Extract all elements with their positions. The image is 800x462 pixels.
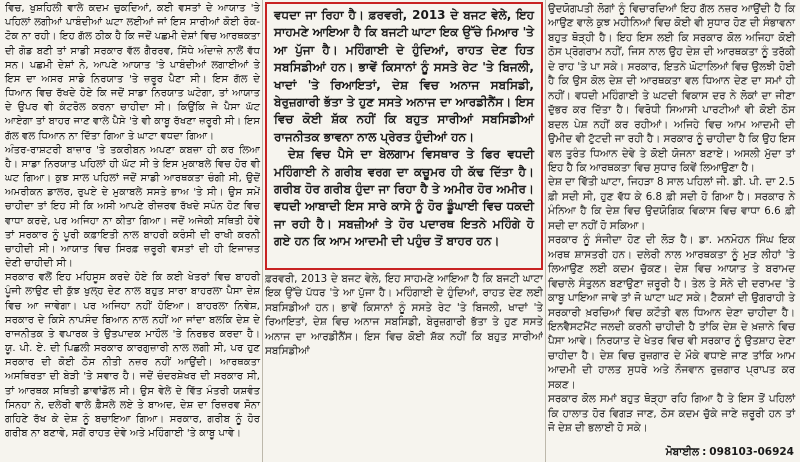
left-paragraph-1: ਵਿਚ, ਖੁਸ਼ਹਿਲੀ ਵਾਲੇ ਕਦਮ ਚੁਕਦਿਆਂ, ਕਈ ਵਸਤਾਂ ਦੇ ਆਯਾਤ 'ਤੇ ਪਹਿਲਾਂ ਲਗੀਆਂ ਪਾਬੰਦੀਆਂ ਘਟਾ ਲਈਆਂ ਜਾਂ ਇਸ ਸਾਰੀਆਂ ਕੋਈ ਰੋਕ-ਟੋਕ ਨਾ ਰਹੀ। ਇਹ ਗੱਲ ਠੀਕ ਹੈ ਕਿ ਜਦੋਂ ਪਛਮੀ ਦੇਸ਼ਾਂ ਵਿਚ ਆਰਥਕਤਾ ਦੀ ਗੋਡ ਬਣੀ ਤਾਂ ਸਾਡੀ ਸਰਕਾਰ ਵੱਲ ਗੈਰਰਵ, ਸਿੱਧੇ ਅੰਦਾਜ਼ੇ ਨਾਲੋਂ ਵੱਧ ਸਨ। ਪਛਮੀ ਦੇਸ਼ਾਂ ਨੇ, ਆਪਣੇ ਆਯਾਤ 'ਤੇ ਪਾਬੰਦੀਆਂ ਲਗਾਈਆਂ ਤੇ ਇਸ ਦਾ ਅਸਰ ਸਾਡੇ ਨਿਰਯਾਤ 'ਤੇ ਜ਼ਰੂਰ ਪੈਣਾ ਸੀ। ਇਸ ਗੱਲ ਦੇ ਧਿਆਨ ਵਿਚ ਰੱਖਦੇ ਹੋਏ ਕਿ ਜਦੋਂ ਸਾਡਾ ਨਿਰਯਾਤ ਘਟੇਗਾ, ਤਾਂ ਆਯਾਤ ਦੇ ਉਪਰ ਵੀ ਕੰਟਰੋਲ ਕਰਨਾ ਚਾਹੀਦਾ ਸੀ। ਕਿਉਂਕਿ ਜੇ ਪੈਸਾ ਘੱਟ ਆਏਗਾ ਤਾਂ ਬਾਹਰ ਜਾਣ ਵਾਲੇ ਪੈਸੇ 'ਤੇ ਵੀ ਕਾਬੂ ਰੱਖਣਾ ਜ਼ਰੂਰੀ ਸੀ। ਇਸ ਗੱਲ ਵਲ ਧਿਆਨ ਨਾ ਦਿੱਤਾ ਗਿਆ ਤੇ ਘਾਟਾ ਵਧਦਾ ਗਿਆ।: [5, 3, 260, 142]
left-column: [5, 2, 260, 460]
right-column: [548, 2, 795, 460]
right-paragraph-3: ਸਰਕਾਰ ਨੂੰ ਸੰਜੀਦਾ ਹੋਣ ਦੀ ਲੋੜ ਹੈ। ਡਾ. ਮਨਮੋਹਨ ਸਿੰਘ ਇਕ ਅਰਥ ਸ਼ਾਸਤਰੀ ਹਨ। ਦਲੇਰੀ ਨਾਲ ਆਰਥਕਤਾ ਨੂੰ ਮੁੜ ਲੀਹਾਂ 'ਤੇ ਲਿਆਉਣ ਲਈ ਕਦਮ ਚੁੱਕਣ। ਦੇਸ਼ ਵਿਚ ਆਯਾਤ ਤੇ ਬਰਾਮਦ ਵਿਚਾਲੇ ਸੰਤੁਲਨ ਬਣਾਉਣਾ ਜ਼ਰੂਰੀ ਹੈ। ਤੇਲ ਤੇ ਸੋਨੇ ਦੀ ਦਰਾਮਦ 'ਤੇ ਕਾਬੂ ਪਾਇਆ ਜਾਵੇ ਤਾਂ ਜੋ ਘਾਟਾ ਘਟ ਸਕੇ। ਟੈਕਸਾਂ ਦੀ ਉਗਰਾਹੀ ਤੇ ਸਰਕਾਰੀ ਖ਼ਰਚਿਆਂ ਵਿਚ ਕਟੌਤੀ ਵਲ ਧਿਆਨ ਦੇਣਾ ਚਾਹੀਦਾ ਹੈ। ਇਨਵੈਸਟਮੈਂਟ ਜਲਦੀ ਕਰਨੀ ਚਾਹੀਦੀ ਹੈ ਤਾਂਕਿ ਦੇਸ਼ ਦੇ ਖ਼ਜ਼ਾਨੇ ਵਿਚ ਪੈਸਾ ਆਵੇ। ਨਿਰਯਾਤ ਦੇ ਖੇਤਰ ਵਿਚ ਵੀ ਸਰਕਾਰ ਨੂੰ ਉਤਸ਼ਾਹ ਦੇਣਾ ਚਾਹੀਦਾ ਹੈ। ਦੇਸ਼ ਵਿਚ ਰੁਜ਼ਗਾਰ ਦੇ ਮੌਕੇ ਵਧਾਏ ਜਾਣ ਤਾਂਕਿ ਆਮ ਆਦਮੀ ਦੀ ਹਾਲਤ ਸੁਧਰੇ ਅਤੇ ਨੌਜਵਾਨ ਰੁਜ਼ਗਾਰ ਪ੍ਰਾਪਤ ਕਰ ਸਕਣ।: [548, 234, 795, 391]
column-divider-left: [262, 0, 263, 462]
column-divider-right: [545, 0, 546, 462]
pullquote-paragraph-2: ਦੇਸ਼ ਵਿਚ ਪੈਸੇ ਦਾ ਬੇਲਗਾਮ ਵਿਸਥਾਰ ਤੇ ਫਿਰ ਵਧਦੀ ਮਹਿੰਗਾਈ ਨੇ ਗਰੀਬ ਵਰਗ ਦਾ ਕਚੂਮਰ ਹੀ ਕੱਢ ਦਿੱਤਾ ਹੈ। ਗਰੀਬ ਹੋਰ ਗਰੀਬ ਹੁੰਦਾ ਜਾ ਰਿਹਾ ਹੈ ਤੇ ਅਮੀਰ ਹੋਰ ਅਮੀਰ। ਵਧਦੀ ਆਬਾਦੀ ਇਸ ਸਾਰੇ ਕਾਸੇ ਨੂੰ ਹੋਰ ਡੂੰਘਾਈ ਵਿਚ ਧਕਦੀ ਜਾ ਰਹੀ ਹੈ। ਸਬਜ਼ੀਆਂ ਤੇ ਹੋਰ ਪਦਾਰਥ ਇਤਨੇ ਮਹਿੰਗੇ ਹੋ ਗਏ ਹਨ ਕਿ ਆਮ ਆਦਮੀ ਦੀ ਪਹੁੰਚ ਤੋਂ ਬਾਹਰ ਹਨ।: [274, 147, 534, 249]
left-paragraph-3: ਸਰਕਾਰ ਵਲੋਂ ਇਹ ਮਹਿਸੂਸ ਕਰਦੇ ਹੋਏ ਕਿ ਕਈ ਖੇਤਰਾਂ ਵਿਚ ਬਾਹਰੀ ਪੂੰਜੀ ਲਾਉਣ ਦੀ ਕੁੱਝ ਖੁਲ੍ਹ ਦੇਣ ਨਾਲ ਬਹੁਤ ਸਾਰਾ ਬਾਹਰਲਾ ਪੈਸਾ ਦੇਸ਼ ਵਿਚ ਆ ਜਾਵੇਗਾ। ਪਰ ਅਜਿਹਾ ਨਹੀਂ ਹੋਇਆ। ਬਾਹਰਲਾ ਨਿਵੇਸ਼, ਸਰਕਾਰ ਦੇ ਕਿਸੇ ਨਾਪਸੰਦ ਬਿਆਨ ਨਾਲ ਨਹੀਂ ਆ ਜਾਂਦਾ ਬਲਕਿ ਦੇਸ਼ ਦੇ ਰਾਜਨੀਤਕ ਤੇ ਵਪਾਰਕ ਤੇ ਉਤਪਾਦਕ ਮਾਹੌਲ 'ਤੇ ਨਿਰਭਰ ਕਰਦਾ ਹੈ। ਯੂ. ਪੀ. ਏ. ਦੀ ਪਿਛਲੀ ਸਰਕਾਰ ਕਾਰਗੁਜ਼ਾਰੀ ਨਾਲ ਲਗੀ ਸੀ, ਪਰ ਹੁਣ ਸਰਕਾਰ ਦੀ ਕੋਈ ਠੋਸ ਨੀਤੀ ਨਜ਼ਰ ਨਹੀਂ ਆਉਂਦੀ। ਆਰਥਕਤਾ ਅਸਥਿਰਤਾ ਦੀ ਬੇੜੀ 'ਤੇ ਸਵਾਰ ਹੈ। ਜਦੋਂ ਚੰਦਰਸ਼ੇਖਰ ਦੀ ਸਰਕਾਰ ਸੀ, ਤਾਂ ਆਰਥਕ ਸਥਿਤੀ ਡਾਵਾਂਡੋਲ ਸੀ। ਉਸ ਵੇਲੇ ਦੇ ਵਿੱਤ ਮੰਤਰੀ ਯਸ਼ਵੰਤ ਸਿਨਹਾ ਨੇ, ਦਲੇਰੀ ਵਾਲੇ ਫ਼ੈਸਲੇ ਲਏ ਤੇ ਬਾਅਦ, ਦੇਸ਼ ਦਾ ਰਿਜ਼ਰਵ ਸੋਨਾ ਗਹਿਣੇ ਰੱਖ ਕੇ ਦੇਸ਼ ਨੂੰ ਬਚਾਇਆ ਗਿਆ। ਸਰਕਾਰ, ਗਰੀਬ ਨੂੰ ਹੋਰ ਗਰੀਬ ਨਾ ਬਣਾਵੇ, ਸਗੋਂ ਰਾਹਤ ਦੇਵੇ ਅਤੇ ਮਹਿੰਗਾਈ 'ਤੇ ਕਾਬੂ ਪਾਵੇ।: [5, 272, 260, 440]
author-contact: [666, 446, 794, 459]
mobile-number: 098103-06924: [709, 446, 794, 458]
mobile-label: ਮੋਬਾਈਲ: [665, 446, 700, 458]
mobile-separator: :: [702, 446, 707, 458]
left-paragraph-2: ਅੰਤਰ-ਰਾਸ਼ਟਰੀ ਬਾਜ਼ਾਰ 'ਤੇ ਤਕਰੀਬਨ ਅਪਣਾ ਕਬਜ਼ਾ ਹੀ ਕਰ ਲਿਆ ਹੈ। ਸਾਡਾ ਨਿਰਯਾਤ ਪਹਿਲਾਂ ਹੀ ਘੱਟ ਸੀ ਤੇ ਇਸ ਮੁਕਾਬਲੇ ਵਿਚ ਹੋਰ ਵੀ ਘਟ ਗਿਆ। ਕੁਝ ਸਾਲ ਪਹਿਲਾਂ ਜਦੋਂ ਸਾਡੀ ਆਰਥਕਤਾ ਚੰਗੀ ਸੀ, ਉਦੋਂ ਅਮਰੀਕਨ ਡਾਲਰ, ਰੁਪਏ ਦੇ ਮੁਕਾਬਲੇ ਸਸਤੇ ਭਾਅ 'ਤੇ ਸੀ। ਉਸ ਸਮੇਂ ਚਾਹੀਦਾ ਤਾਂ ਇਹ ਸੀ ਕਿ ਅਸੀ ਆਪਣੇ ਰੀਜ਼ਰਵ ਰੱਖਦੇ ਸਪੰਨ ਹੋਣ ਵਿਚ ਵਾਧਾ ਕਰਦੇ, ਪਰ ਅਜਿਹਾ ਨਾ ਕੀਤਾ ਗਿਆ। ਜਦੋਂ ਅਜੇਕੀ ਸਥਿਤੀ ਹੋਵੇ ਤਾਂ ਸਰਕਾਰ ਨੂੰ ਪੂਰੀ ਕਫ਼ਾਇਤੀ ਨਾਲ ਬਾਹਰੀ ਕਰੰਸੀ ਦੀ ਰਾਖੀ ਕਰਨੀ ਚਾਹੀਦੀ ਸੀ। ਆਯਾਤ ਵਿਚ ਸਿਰਫ਼ ਜ਼ਰੂਰੀ ਵਸਤਾਂ ਦੀ ਹੀ ਇਜਾਜ਼ਤ ਦੇਣੀ ਚਾਹੀਦੀ ਸੀ।: [5, 144, 260, 270]
right-paragraph-4: ਸਰਕਾਰ ਕੋਲ ਸਮਾਂ ਬਹੁਤ ਥੋੜ੍ਹਾ ਰਹਿ ਗਿਆ ਹੈ ਤੇ ਇਸ ਤੋਂ ਪਹਿਲਾਂ ਕਿ ਹਾਲਾਤ ਹੋਰ ਵਿਗੜ ਜਾਣ, ਠੋਸ ਕਦਮ ਚੁੱਕੇ ਜਾਣੇ ਜ਼ਰੂਰੀ ਹਨ ਤਾਂ ਜੋ ਦੇਸ਼ ਦੀ ਭਲਾਈ ਹੋ ਸਕੇ।: [548, 393, 795, 435]
right-paragraph-1: ਉਦਯੋਗਪਤੀ ਲੋਗਾਂ ਨੂੰ ਵਿਚਾਰਦਿਆਂ ਇਹ ਗੱਲ ਨਜ਼ਰ ਆਉਂਦੀ ਹੈ ਕਿ ਆਉਣ ਵਾਲੇ ਕੁਝ ਮਹੀਨਿਆਂ ਵਿਚ ਕੋਈ ਵੀ ਸੁਧਾਰ ਹੋਣ ਦੀ ਸੰਭਾਵਨਾ ਬਹੁਤ ਥੋੜ੍ਹੀ ਹੈ। ਇਹ ਇਸ ਲਈ ਕਿ ਸਰਕਾਰ ਕੋਲ ਅਜਿਹਾ ਕੋਈ ਠੋਸ ਪ੍ਰੋਗਰਾਮ ਨਹੀਂ, ਜਿਸ ਨਾਲ ਉਹ ਦੇਸ਼ ਦੀ ਆਰਥਕਤਾ ਨੂੰ ਤਰੱਕੀ ਦੇ ਰਾਹ 'ਤੇ ਪਾ ਸਕੇ। ਸਰਕਾਰ, ਇਤਨੇ ਘੋਟਾਲਿਆਂ ਵਿਚ ਉਲਝੀ ਹੋਈ ਹੈ ਕਿ ਉਸ ਕੋਲ ਦੇਸ਼ ਦੀ ਆਰਥਕਤਾ ਵਲ ਧਿਆਨ ਦੇਣ ਦਾ ਸਮਾਂ ਹੀ ਨਹੀਂ। ਵਧਦੀ ਮਹਿੰਗਾਈ ਤੇ ਘਟਦੀ ਵਿਕਾਸ ਦਰ ਨੇ ਲੋਕਾਂ ਦਾ ਜੀਣਾ ਦੁੱਭਰ ਕਰ ਦਿੱਤਾ ਹੈ। ਵਿਰੋਧੀ ਸਿਆਸੀ ਪਾਰਟੀਆਂ ਵੀ ਕੋਈ ਠੋਸ ਬਦਲ ਪੇਸ਼ ਨਹੀਂ ਕਰ ਰਹੀਆਂ। ਅਜਿਹੇ ਵਿਚ ਆਮ ਆਦਮੀ ਦੀ ਉਮੀਦ ਵੀ ਟੁੱਟਦੀ ਜਾ ਰਹੀ ਹੈ। ਸਰਕਾਰ ਨੂੰ ਚਾਹੀਦਾ ਹੈ ਕਿ ਉਹ ਇਸ ਵਲ ਤੁਰੰਤ ਧਿਆਨ ਦੇਵੇ ਤੇ ਕੋਈ ਯੋਜਨਾ ਬਣਾਏ। ਅਸਲੀ ਮੁੱਦਾ ਤਾਂ ਇਹ ਹੈ ਕਿ ਆਰਥਕਤਾ ਵਿਚ ਸੁਧਾਰ ਕਿਵੇਂ ਲਿਆਉਣਾ ਹੈ।: [548, 3, 795, 174]
middle-column-body: [265, 272, 543, 460]
right-paragraph-2: ਦੇਸ਼ ਦਾ ਵਿੱਤੀ ਘਾਟਾ, ਜਿਹੜਾ 8 ਸਾਲ ਪਹਿਲਾਂ ਜੀ. ਡੀ. ਪੀ. ਦਾ 2.5 ਫ਼ੀ ਸਦੀ ਸੀ, ਹੁਣ ਵੱਧ ਕੇ 6.8 ਫ਼ੀ ਸਦੀ ਹੋ ਗਿਆ ਹੈ। ਸਰਕਾਰ ਨੇ ਮੰਨਿਆ ਹੈ ਕਿ ਦੇਸ਼ ਵਿਚ ਉਦਯੋਗਿਕ ਵਿਕਾਸ ਵਿਚ ਵਾਧਾ 6.6 ਫ਼ੀ ਸਦੀ ਦਾ ਨਹੀਂ ਹੋ ਸਕਿਆ।: [548, 176, 795, 232]
highlighted-pullquote-box: [265, 2, 543, 270]
middle-column: [265, 2, 543, 460]
middle-paragraph-1: ਫ਼ਰਵਰੀ, 2013 ਦੇ ਬਜਟ ਵੇਲੇ, ਇਹ ਸਾਹਮਣੇ ਆਇਆ ਹੈ ਕਿ ਬਜਟੀ ਘਾਟਾ ਇਕ ਉੱਚੇ ਪੱਧਰ 'ਤੇ ਆ ਪੁੱਜਾ ਹੈ। ਮਹਿੰਗਾਈ ਦੇ ਹੁੰਦਿਆਂ, ਰਾਹਤ ਦੇਣ ਲਈ ਸਬਸਿਡੀਆਂ ਹਨ। ਭਾਵੇਂ ਕਿਸਾਨਾਂ ਨੂੰ ਸਸਤੇ ਰੇਟ 'ਤੇ ਬਿਜਲੀ, ਖਾਦਾਂ 'ਤੇ ਰਿਆਇਤਾਂ, ਦੇਸ਼ ਵਿਚ ਅਨਾਜ ਸਬਸਿਡੀ, ਬੇਰੁਜ਼ਗਾਰੀ ਭੱਤਾ ਤੇ ਹੁਣ ਸਸਤੇ ਅਨਾਜ ਦਾ ਆਰਡੀਨੈਂਸ। ਇਸ ਵਿਚ ਕੋਈ ਸ਼ੱਕ ਨਹੀਂ ਕਿ ਬਹੁਤ ਸਾਰੀਆਂ ਸਬਸਿਡੀਆਂ: [265, 273, 543, 358]
pullquote-paragraph-1: ਵਧਦਾ ਜਾ ਰਿਹਾ ਹੈ। ਫ਼ਰਵਰੀ, 2013 ਦੇ ਬਜਟ ਵੇਲੇ, ਇਹ ਸਾਹਮਣੇ ਆਇਆ ਹੈ ਕਿ ਬਜਟੀ ਘਾਟਾ ਇਕ ਉੱਚੇ ਮਿਆਰ 'ਤੇ ਆ ਪੁੱਜਾ ਹੈ। ਮਹਿੰਗਾਈ ਦੇ ਹੁੰਦਿਆਂ, ਰਾਹਤ ਦੇਣ ਹਿਤ ਸਬਸਿਡੀਆਂ ਹਨ। ਭਾਵੇਂ ਕਿਸਾਨਾਂ ਨੂੰ ਸਸਤੇ ਰੇਟ 'ਤੇ ਬਿਜਲੀ, ਖਾਦਾਂ 'ਤੇ ਰਿਆਇਤਾਂ, ਦੇਸ਼ ਵਿਚ ਅਨਾਜ ਸਬਸਿਡੀ, ਬੇਰੁਜ਼ਗਾਰੀ ਭੱਤਾ ਤੇ ਹੁਣ ਸਸਤੇ ਅਨਾਜ ਦਾ ਆਰਡੀਨੈਂਸ। ਇਸ ਵਿਚ ਕੋਈ ਸ਼ੱਕ ਨਹੀਂ ਕਿ ਬਹੁਤ ਸਾਰੀਆਂ ਸਬਸਿਡੀਆਂ ਰਾਜਨੀਤਕ ਭਾਵਨਾ ਨਾਲ ਪ੍ਰੇਰਤ ਹੁੰਦੀਆਂ ਹਨ।: [274, 8, 534, 144]
